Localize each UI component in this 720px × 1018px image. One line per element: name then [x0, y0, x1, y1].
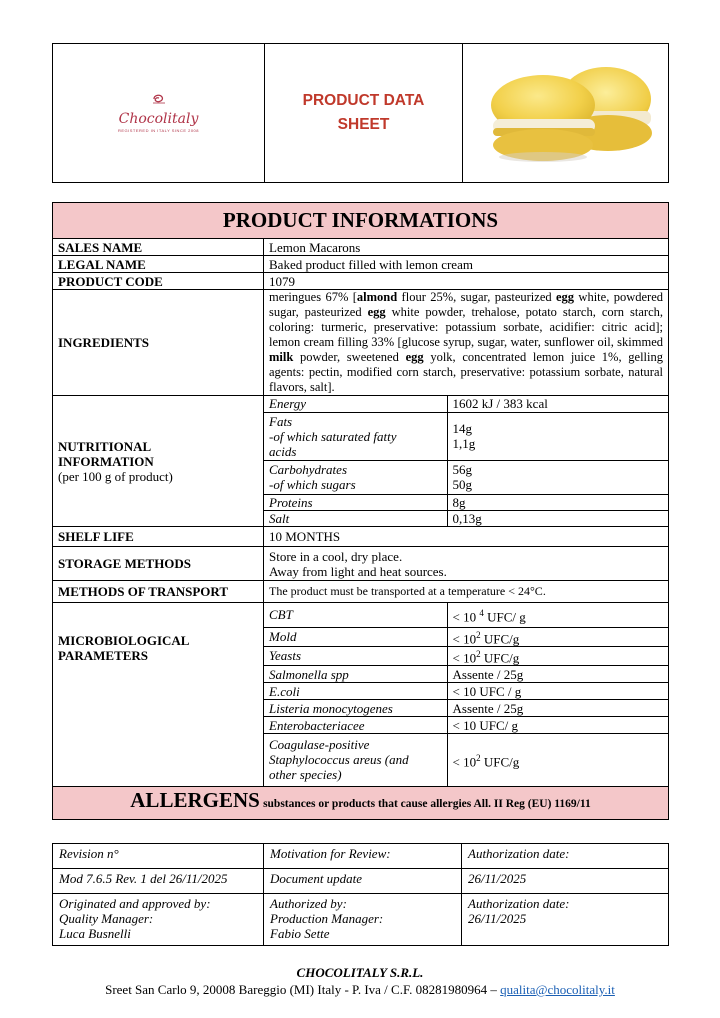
revision-table [52, 843, 669, 946]
logo-text: Chocolitaly [118, 111, 199, 127]
sales-name-label: SALES NAME [53, 239, 264, 256]
shelf-life-label: SHELF LIFE [53, 527, 264, 547]
fats-label-line: -of which saturated fatty [269, 428, 397, 444]
sheet-title-line2: SHEET [337, 116, 390, 133]
transport-label: METHODS OF TRANSPORT [53, 581, 264, 603]
listeria-value: Assente / 25g [447, 700, 668, 717]
staph-label-line: Coagulase-positive [269, 737, 370, 753]
storage-line: Store in a cool, dry place. [269, 548, 403, 564]
entero-value: < 10 UFC/ g [447, 717, 668, 734]
micro-label-line: MICROBIOLOGICAL [58, 633, 190, 648]
micro-label-line: PARAMETERS [58, 648, 149, 663]
transport-value: The product must be transported at a temperature < 24°C. [264, 581, 669, 603]
salt-value: 0,13g [452, 510, 482, 526]
ingredients-text: powder, sweetened [293, 350, 406, 364]
authorized-by [264, 894, 462, 946]
originated-by-line: Quality Manager: [59, 911, 154, 926]
authorized-by-line: Authorized by: [270, 896, 347, 911]
fats-value-line: 1,1g [452, 436, 476, 451]
ingredients-text: white, powdered sugar, pasteurized [269, 290, 663, 319]
originated-by-line: Originated and approved by: [59, 896, 211, 911]
carbs-value [447, 460, 668, 494]
fats-value-line: 14g [452, 421, 472, 436]
yeasts-value-unit: UFC/g [480, 650, 520, 666]
allergen-word: egg [556, 290, 575, 304]
fats-label-line: acids [269, 443, 297, 459]
cbt-value-unit: UFC/ g [483, 608, 526, 624]
ingredients-value [264, 290, 669, 396]
motivation-value: Document update [264, 869, 462, 894]
salmonella-label: Salmonella spp [264, 666, 447, 683]
authorization-date-line: 26/11/2025 [468, 911, 527, 926]
salmonella-value: Assente / 25g [447, 666, 668, 683]
cbt-value [447, 603, 668, 627]
yeasts-label: Yeasts [264, 646, 447, 665]
authorization-date-value: 26/11/2025 [462, 869, 669, 894]
carbs-label-line: -of which sugars [269, 477, 356, 492]
energy-label: Energy [264, 396, 447, 412]
nutrition-label-note: (per 100 g of product) [58, 468, 173, 484]
staph-value-exp: 2 [476, 752, 481, 763]
product-photo [463, 44, 668, 182]
mold-value-exp: 2 [476, 629, 481, 640]
ingredients-text: flour 25%, sugar, pasteurized [397, 290, 556, 304]
nutrition-label [53, 396, 264, 527]
micro-label [53, 603, 264, 787]
storage-line: Away from light and heat sources. [269, 563, 447, 579]
fats-label [264, 412, 447, 460]
authorization-date-final [462, 894, 669, 946]
carbs-value-line: 50g [452, 477, 472, 492]
authorized-by-line: Fabio Sette [270, 926, 330, 941]
listeria-label: Listeria monocytogenes [264, 700, 447, 717]
footer [0, 964, 720, 998]
originated-by-line: Luca Busnelli [59, 926, 131, 941]
storage-label: STORAGE METHODS [53, 547, 264, 581]
ecoli-label: E.coli [264, 683, 447, 700]
ecoli-value: < 10 UFC / g [447, 683, 668, 700]
authorized-by-line: Production Manager: [270, 911, 384, 926]
revision-number: Mod 7.6.5 Rev. 1 del 26/11/2025 [53, 869, 264, 894]
yeasts-value [447, 646, 668, 665]
macaron-image [471, 53, 661, 173]
cbt-value-base: < 10 [452, 608, 480, 624]
allergens-banner [53, 786, 669, 819]
legal-name-label: LEGAL NAME [53, 256, 264, 273]
info-title: PRODUCT INFORMATIONS [53, 203, 669, 239]
product-info-table [52, 202, 669, 820]
storage-value [264, 547, 669, 581]
authorization-date-header: Authorization date: [462, 844, 669, 869]
mold-label: Mold [264, 627, 447, 646]
mold-value-unit: UFC/g [480, 630, 520, 646]
company-name: CHOCOLITALY S.R.L. [296, 965, 424, 980]
micro-values [264, 603, 669, 787]
protein-label: Proteins [264, 494, 447, 510]
legal-name-value: Baked product filled with lemon cream [264, 256, 669, 273]
allergens-title: ALLERGENS [130, 788, 260, 813]
fats-value [447, 412, 668, 460]
staph-value-base: < 10 [452, 754, 477, 770]
allergen-word: almond [356, 290, 398, 304]
mold-value [447, 627, 668, 646]
allergen-word: milk [269, 350, 294, 364]
fats-label-line: Fats [269, 413, 293, 429]
address-text: Sreet San Carlo 9, 20008 Bareggio (MI) Italy - P. Iva / C.F. 08281980964 – [105, 982, 501, 997]
company-address [0, 981, 720, 998]
yeasts-value-base: < 10 [452, 650, 477, 666]
logo-tagline: REGISTERED IN ITALY SINCE 2008 [117, 128, 200, 133]
ingredients-text: yolk, concentrated lemon juice 1%, gelling agents: pectin, modified corn starch, preservative: potassium sorbate, natural flavors, salt]. [269, 350, 663, 394]
motivation-header: Motivation for Review: [264, 844, 462, 869]
staph-value [447, 734, 668, 786]
allergens-subtitle: substances or products that cause allergies All. II Reg (EU) 1169/11 [263, 798, 591, 811]
yeasts-value-exp: 2 [476, 648, 481, 659]
logo-cell [53, 44, 265, 182]
staph-label [264, 734, 447, 786]
carbs-label [264, 460, 447, 494]
ingredients-text: white powder, trehalose, potato starch, corn starch, coloring: turmeric, preservative: potassium sorbate, acidifier: citric acid]; lemon cream filling 33% [glucose syrup, sugar, water, sunflower oil, skimmed [269, 305, 663, 349]
ingredients-text: meringues 67% [ [269, 290, 357, 304]
revision-header: Revision n° [53, 844, 264, 869]
entero-label: Enterobacteriacee [264, 717, 447, 734]
carbs-value-line: 56g [452, 462, 472, 477]
logo-icon [151, 93, 167, 109]
ingredients-label: INGREDIENTS [53, 290, 264, 396]
cbt-label: CBT [264, 603, 447, 627]
cbt-value-exp: 4 [479, 607, 484, 618]
shelf-life-value: 10 MONTHS [264, 527, 669, 547]
allergen-word: egg [405, 350, 424, 364]
nutrition-label-line: NUTRITIONAL [58, 438, 152, 454]
staph-value-unit: UFC/g [480, 754, 520, 770]
email-link[interactable]: qualita@chocolitaly.it [500, 982, 615, 997]
nutrition-label-line: INFORMATION [58, 453, 154, 469]
sheet-title [265, 44, 463, 182]
header-box [52, 43, 669, 183]
product-code-value: 1079 [264, 273, 669, 290]
staph-label-line: Staphylococcus areus (and [269, 752, 409, 768]
staph-label-line: other species) [269, 767, 342, 783]
sales-name-value: Lemon Macarons [264, 239, 669, 256]
allergen-word: egg [367, 305, 386, 319]
mold-value-base: < 10 [452, 630, 477, 646]
energy-value: 1602 kJ / 383 kcal [447, 396, 668, 412]
product-code-label: PRODUCT CODE [53, 273, 264, 290]
protein-value: 8g [447, 494, 668, 510]
nutrition-values [264, 396, 669, 527]
originated-by [53, 894, 264, 946]
authorization-date-line: Authorization date: [468, 896, 570, 911]
sheet-title-line1: PRODUCT DATA [302, 92, 425, 109]
carbs-label-line: Carbohydrates [269, 462, 347, 477]
salt-label: Salt [264, 510, 447, 526]
